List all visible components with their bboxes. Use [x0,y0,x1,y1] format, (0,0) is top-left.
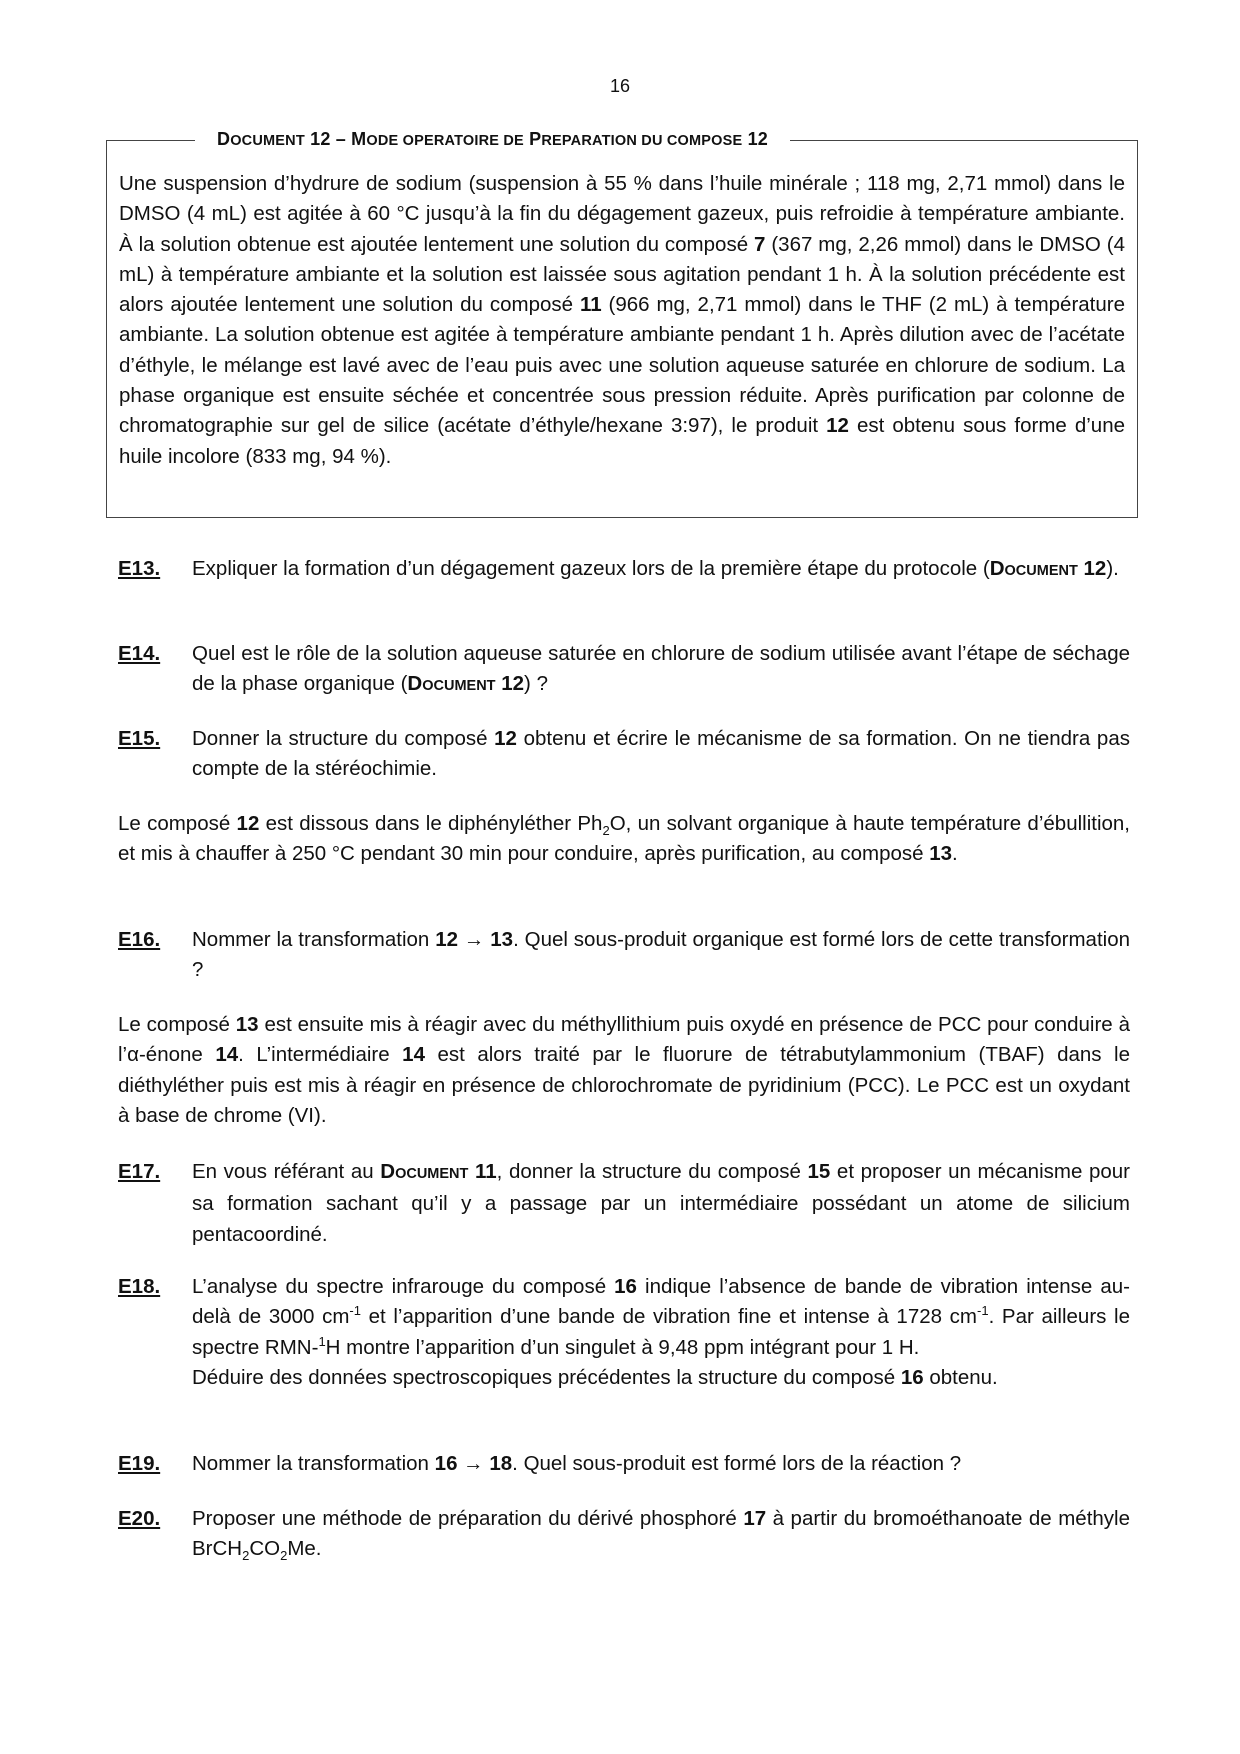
question-e19 [118,1449,1130,1479]
question-label: E18. [118,1275,161,1298]
question-label: E14. [118,642,161,665]
document-body: Une suspension d’hydrure de sodium (suspension à 55 % dans l’huile minérale ; 118 mg, 2,71 mmol) dans le DMSO (4 mL) est agitée à 60 °C jusqu’à la fin du dégagement gazeux, puis refroidie à température ambiante. À la solution obtenue est ajoutée lentement une solution du composé 7 (367 mg, 2,26 mmol) dans le DMSO (4 mL) à température ambiante et la solution est laissée sous agitation pendant 1 h. À la solution précédente est alors ajoutée lentement une solution du composé 11 (966 mg, 2,71 mmol) dans le THF (2 mL) à température ambiante. La solution obtenue est agitée à température ambiante pendant 1 h. Après dilution avec de l’acétate d’éthyle, le mélange est lavé avec de l’eau puis avec une solution aqueuse saturée en chlorure de sodium. La phase organique est ensuite séchée et concentrée sous pression réduite. Après purification par colonne de chromatographie sur gel de silice (acétate d’éthyle/hexane 3:97), le produit 12 est obtenu sous forme d’une huile incolore (833 mg, 94 %). [119,172,1125,468]
question-e20 [118,1504,1130,1565]
question-e16 [118,925,1130,986]
question-text: L’analyse du spectre infrarouge du composé 16 indique l’absence de bande de vibration intense au-delà de 3000 $cm^{-1}$ et l’apparition d’une bande de vibration fine et intense à 1728 $cm^{-1}$. Par ailleurs le spectre RMN-$^1$H montre l’apparition d’un singulet à 9,48 ppm intégrant pour 1 H. Déduire des données spectroscopiques précédentes la structure du composé 16 obtenu. [192,1275,1130,1389]
question-label: E13. [118,557,161,580]
question-e17 [118,1157,1130,1250]
question-label: E19. [118,1452,161,1475]
question-text: Proposer une méthode de préparation du dérivé phosphoré 17 à partir du bromoéthanoate de méthyle $BrCH_2CO_2Me$. [192,1507,1130,1564]
document-12-box [106,129,1138,518]
question-text: En vous référant au DOCUMENT 11, donner la structure du composé 15 et proposer un mécanisme pour sa formation sachant qu’il y a passage par un intermédiaire possédant un atome de silicium pentacoordiné. [192,1160,1130,1246]
question-e14 [118,639,1130,702]
question-text: Donner la structure du composé 12 obtenu et écrire le mécanisme de sa formation. On ne tiendra pas compte de la stéréochimie. [192,727,1130,781]
paragraph-compound-14: Le composé 13 est ensuite mis à réagir avec du méthyllithium puis oxydé en présence de PCC pour conduire à l’α-énone 14. L’intermédiaire 14 est alors traité par le fluorure de tétrabutylammonium (TBAF) dans le diéthyléther puis est mis à réagir en présence de chlorochromate de pyridinium (PCC). Le PCC est un oxydant à base de chrome (VI). [118,1013,1130,1127]
question-e15 [118,724,1130,785]
question-text: Nommer la transformation 12 → 13. Quel sous-produit organique est formé lors de cette transformation ? [192,928,1130,982]
question-e13 [118,554,1130,586]
document-title: DOCUMENT 12 – MODE OPERATOIRE DE PREPARATION DU COMPOSE 12 [195,129,790,150]
question-e18 [118,1272,1130,1393]
question-label: E17. [118,1160,161,1183]
question-label: E20. [118,1507,161,1530]
question-label: E15. [118,727,161,750]
question-text: Nommer la transformation 16 → 18. Quel sous-produit est formé lors de la réaction ? [192,1452,962,1475]
paragraph-compound-13: Le composé 12 est dissous dans le diphényléther $Ph_2O$, un solvant organique à haute température d’ébullition, et mis à chauffer à 250 °C pendant 30 min pour conduire, après purification, au composé 13. [118,812,1131,866]
page-number: 16 [609,76,631,96]
question-label: E16. [118,928,161,951]
question-text: Expliquer la formation d’un dégagement gazeux lors de la première étape du protocole (DOCUMENT 12). [192,557,1119,580]
question-text: Quel est le rôle de la solution aqueuse saturée en chlorure de sodium utilisée avant l’étape de séchage de la phase organique (DOCUMENT 12) ? [192,642,1130,696]
